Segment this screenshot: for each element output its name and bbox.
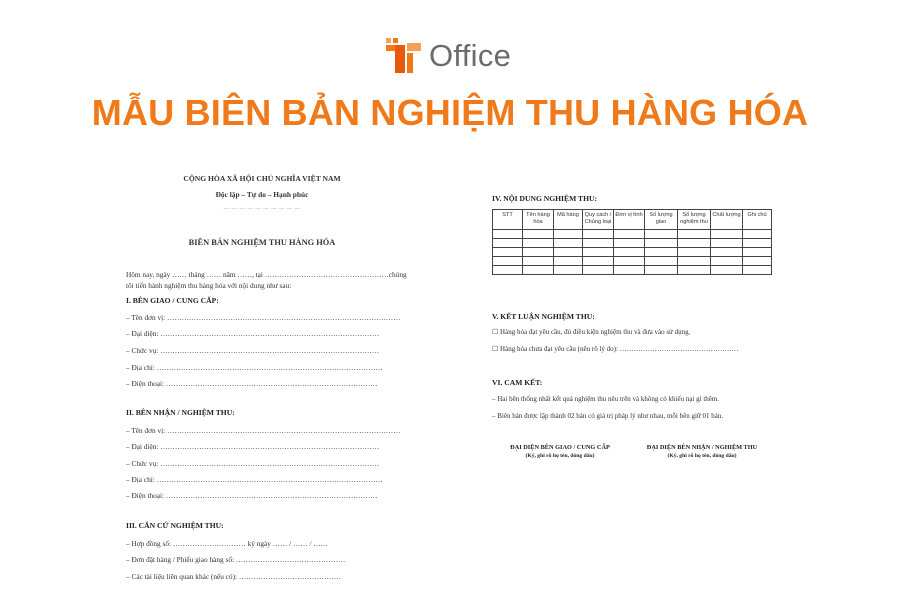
table-cell[interactable] — [554, 247, 583, 256]
table-cell[interactable] — [614, 247, 645, 256]
table-cell[interactable] — [645, 229, 678, 238]
column-header: Chất lượng — [711, 210, 743, 230]
section-2-field: – Địa chỉ: ………………………………………………………………………………… — [126, 475, 383, 484]
brand-name: Office — [429, 38, 512, 73]
conclusion-option-fail[interactable]: ☐ Hàng hóa chưa đạt yêu cầu (nêu rõ lý do): …………………………………………… — [492, 345, 739, 353]
section-6-heading: VI. CAM KẾT: — [492, 378, 543, 387]
page-headline: MẪU BIÊN BẢN NGHIỆM THU HÀNG HÓA — [91, 92, 809, 133]
column-header: Đơn vị tính — [614, 210, 645, 230]
signature-block-left — [500, 444, 620, 459]
table-cell[interactable] — [493, 247, 523, 256]
table-cell[interactable] — [493, 256, 523, 265]
table-cell[interactable] — [678, 229, 711, 238]
table-cell[interactable] — [711, 256, 743, 265]
motto-rule: — — — — — — — — — — — [223, 206, 301, 212]
table-cell[interactable] — [614, 265, 645, 274]
table-cell[interactable] — [493, 238, 523, 247]
table-cell[interactable] — [743, 229, 772, 238]
table-cell[interactable] — [678, 265, 711, 274]
table-cell[interactable] — [614, 229, 645, 238]
section-3-field: – Đơn đặt hàng / Phiếu giao hàng số: ……………………………………… — [126, 555, 346, 564]
section-1-field: – Điện thoại: …………………………………………………………………………… — [126, 379, 378, 388]
section-3-field: – Các tài liệu liên quan khác (nếu có): …………………………………… — [126, 572, 342, 581]
column-header: Mã hàng — [554, 210, 583, 230]
section-2-field: – Đại diện: ……………………………………………………………………………… — [126, 442, 380, 451]
table-cell[interactable] — [678, 247, 711, 256]
column-header: Ghi chú — [743, 210, 772, 230]
section-1-field: – Đại diện: ……………………………………………………………………………… — [126, 329, 380, 338]
table-row — [493, 229, 772, 238]
column-header: Số lượng nghiệm thu — [678, 210, 711, 230]
brand-logo — [383, 36, 511, 76]
conclusion-option-pass[interactable]: ☐ Hàng hóa đạt yêu cầu, đủ điều kiện nghiệm thu và đưa vào sử dụng. — [492, 328, 691, 336]
table-cell[interactable] — [678, 256, 711, 265]
section-1-field: – Chức vụ: ……………………………………………………………………………… — [126, 346, 380, 355]
table-cell[interactable] — [554, 229, 583, 238]
table-row — [493, 238, 772, 247]
table-cell[interactable] — [554, 238, 583, 247]
table-header-row — [493, 210, 772, 230]
table-cell[interactable] — [493, 229, 523, 238]
table-cell[interactable] — [711, 247, 743, 256]
column-header: Quy cách / Chủng loại — [583, 210, 614, 230]
table-cell[interactable] — [743, 238, 772, 247]
table-row — [493, 265, 772, 274]
table-cell[interactable] — [554, 265, 583, 274]
section-4-heading: IV. NỘI DUNG NGHIỆM THU: — [492, 194, 597, 203]
section-2-field: – Chức vụ: ……………………………………………………………………………… — [126, 459, 380, 468]
commitment-item: – Hai bên thống nhất kết quả nghiệm thu nêu trên và không có khiếu nại gì thêm. — [492, 395, 720, 403]
table-cell[interactable] — [583, 229, 614, 238]
table-cell[interactable] — [493, 265, 523, 274]
motto: Độc lập – Tự do – Hạnh phúc — [215, 190, 309, 199]
table-cell[interactable] — [523, 229, 554, 238]
intro-line-2: tôi tiến hành nghiệm thu hàng hóa với nội dung như sau: — [126, 281, 292, 290]
column-header: Tên hàng hóa — [523, 210, 554, 230]
table-cell[interactable] — [711, 238, 743, 247]
table-cell[interactable] — [523, 256, 554, 265]
signature-note: (Ký, ghi rõ họ tên, đóng dấu) — [525, 453, 595, 459]
section-1-field: – Tên đơn vị: …………………………………………………………………………………… — [126, 313, 401, 322]
section-3-heading: III. CĂN CỨ NGHIỆM THU: — [126, 521, 224, 530]
table-cell[interactable] — [645, 256, 678, 265]
section-2-heading: II. BÊN NHẬN / NGHIỆM THU: — [126, 408, 235, 417]
table-cell[interactable] — [645, 247, 678, 256]
section-2-field: – Điện thoại: …………………………………………………………………………… — [126, 491, 378, 500]
section-2-field: – Tên đơn vị: …………………………………………………………………………………… — [126, 426, 401, 435]
table-cell[interactable] — [583, 256, 614, 265]
table-cell[interactable] — [743, 265, 772, 274]
table-cell[interactable] — [583, 247, 614, 256]
document-title: BIÊN BẢN NGHIỆM THU HÀNG HÓA — [188, 238, 336, 247]
section-5-heading: V. KẾT LUẬN NGHIỆM THU: — [492, 312, 595, 321]
section-3-field: – Hợp đồng số: ………………………… ký ngày …… / …… / …… — [126, 539, 328, 548]
1office-logo-icon — [383, 36, 423, 76]
table-row — [493, 247, 772, 256]
table-cell[interactable] — [523, 265, 554, 274]
document-page — [112, 162, 788, 600]
signature-note: (Ký, ghi rõ họ tên, đóng dấu) — [667, 453, 737, 459]
table-cell[interactable] — [645, 238, 678, 247]
table-cell[interactable] — [583, 238, 614, 247]
table-cell[interactable] — [614, 238, 645, 247]
column-header: STT — [493, 210, 523, 230]
table-cell[interactable] — [678, 238, 711, 247]
table-cell[interactable] — [711, 265, 743, 274]
section-1-heading: I. BÊN GIAO / CUNG CẤP: — [126, 296, 219, 305]
table-cell[interactable] — [583, 265, 614, 274]
country-name: CỘNG HÒA XÃ HỘI CHỦ NGHĨA VIỆT NAM — [183, 174, 341, 183]
column-header: Số lượng giao — [645, 210, 678, 230]
signature-block-right — [640, 444, 764, 459]
table-cell[interactable] — [523, 238, 554, 247]
table-cell[interactable] — [743, 247, 772, 256]
acceptance-table — [492, 209, 772, 275]
signature-title: ĐẠI DIỆN BÊN GIAO / CUNG CẤP — [510, 444, 610, 451]
section-1-field: – Địa chỉ: ………………………………………………………………………………… — [126, 363, 383, 372]
table-cell[interactable] — [614, 256, 645, 265]
table-cell[interactable] — [645, 265, 678, 274]
table-cell[interactable] — [711, 229, 743, 238]
table-cell[interactable] — [523, 247, 554, 256]
table-row — [493, 256, 772, 265]
signature-title: ĐẠI DIỆN BÊN NHẬN / NGHIỆM THU — [646, 444, 758, 451]
table-cell[interactable] — [743, 256, 772, 265]
commitment-item: – Biên bản được lập thành 02 bản có giá trị pháp lý như nhau, mỗi bên giữ 01 bản. — [492, 412, 724, 420]
intro-line-1: Hôm nay, ngày …… tháng …… năm ……, tại ……………………………………………chúng — [126, 270, 407, 279]
table-cell[interactable] — [554, 256, 583, 265]
